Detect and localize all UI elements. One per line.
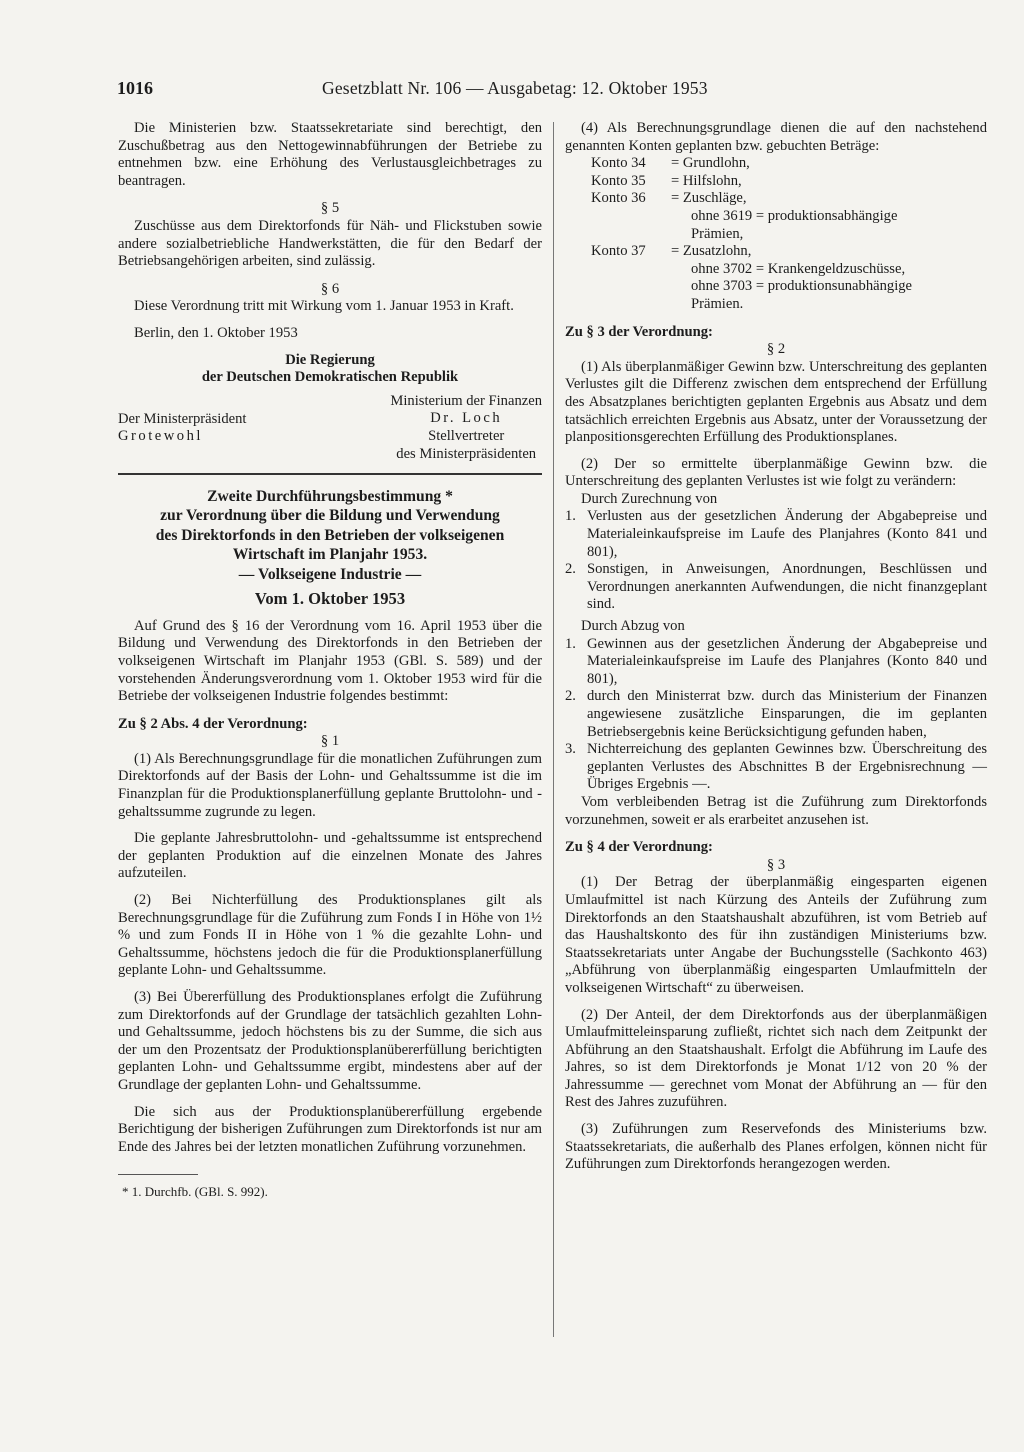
paragraph-1-3b: Die sich aus der Produktionsplanübererfüllung ergebende Berichtigung der bisherigen Zuführungen zum Direktorfonds ist nur am Ende des Jahres bei der letzten monatlichen Zuführung vorzunehmen. [118,1103,542,1155]
paragraph-1-3: (3) Bei Übererfüllung des Produktionsplanes erfolgt die Zuführung zum Direktorfonds auf der Grundlage der tatsächlich gezahlten Lohn- und Gehaltssumme, jedoch höchstens bis zu der Summe, die sich aus der um den Prozentsatz der Produktionsplanübererfüllung berichtigten geplanten Lohn- und Gehaltssumme ergibt, mindestens aber auf der Grundlage der geplanten Lohn- und Gehaltssumme. [118,989,542,1093]
regulation-title-1: Zweite Durchführungsbestimmung * [207,487,453,505]
paragraph-3-3: (3) Zuführungen zum Reservefonds des Ministeriums bzw. Staatssekretariats, die außerhalb des Planes erfolgen, können nicht für Zuführungen zum Direktorfonds herangezogen werden. [565,1121,987,1173]
paragraph-1-1: (1) Als Berechnungsgrundlage für die monatlichen Zuführungen zum Direktorfonds auf der Basis der Lohn- und Gehaltssumme ist die im Finanzplan für die Produktionsplanerfüllung geplante Bruttolohn- und -gehaltssumme zugrunde zu legen. [118,750,542,820]
account-34 [591,155,987,173]
deduction-item-1-text: Gewinnen aus der gesetzlichen Änderung der Abgabepreise und Materialeinkaufspreise im Laufe des Planjahres (Konto 840 und 801), [587,635,987,687]
footnote: * 1. Durchfb. (GBl. S. 992). [122,1184,268,1200]
account-35-value: = Hilfslohn, [671,172,742,189]
account-37-exclusion-cont: Prämien. [691,295,744,312]
account-37-exclusion-1: ohne 3702 = Krankengeldzuschüsse, [691,260,906,277]
section-5-text: Zuschüsse aus dem Direktorfonds für Näh- und Flickstuben sowie andere sozialbetriebliche Handwerkstätten, die für den Bedarf der Betriebsangehörigen arbeiten, sind zulässig. [118,217,542,270]
signature-left-name: Grotewohl [118,428,203,445]
paragraph-3-heading: § 3 [766,856,786,873]
account-list [565,155,987,313]
account-36 [591,190,987,208]
section-6-heading: § 6 [320,280,340,297]
deduction-intro: Durch Abzug von [581,618,685,635]
account-36-exclusion-cont: Prämien, [691,225,744,242]
account-35-label: Konto 35 [591,172,646,189]
signature-right-role: Stellvertreter [428,427,505,444]
subheading-zu-2: Zu § 2 Abs. 4 der Verordnung: [118,715,308,732]
place-date: Berlin, den 1. Oktober 1953 [134,324,298,341]
section-rule [118,473,542,475]
account-37-label: Konto 37 [591,243,646,260]
intro-paragraph: Die Ministerien bzw. Staatssekretariate sind berechtigt, den Zuschußbetrag aus den Nettogewinnabführungen der Betriebe zu entnehmen bzw. eine Erhöhung des Verlustausgleichbetrages zu beantragen. [118,120,542,189]
account-37-exclusion-2: ohne 3703 = produktionsunabhängige [691,278,913,295]
addition-item-1 [565,508,987,561]
account-34-value: = Grundlohn, [671,155,750,172]
account-37-value: = Zusatzlohn, [671,243,752,260]
signature-left-title: Der Ministerpräsident [118,410,247,427]
account-36-label: Konto 36 [591,190,646,207]
footnote-rule [118,1174,198,1175]
signature-block [118,393,542,463]
deduction-item-3-text: Nichterreichung des geplanten Gewinnes bzw. Überschreitung des geplanten Verlustes des Abschnittes B der Ergebnisrechnung — Übriges Ergebnis —. [587,741,987,793]
account-36-exclusion: ohne 3619 = produktionsabhängige [691,207,898,224]
deduction-item-3-number: 3. [565,741,576,758]
deduction-item-2 [565,688,987,741]
government-line-1: Die Regierung [285,351,375,368]
subheading-zu-3: Zu § 3 der Verordnung: [565,323,713,340]
column-divider [553,122,554,1337]
preamble: Auf Grund des § 16 der Verordnung vom 16. April 1953 über die Bildung und Verwendung des Direktorfonds in den Betrieben der volkseigenen Wirtschaft im Planjahr 1953 (GBl. S. 589) und der vorstehenden Änderungsverordnung vom 1. Oktober 1953 wird für die Betriebe der volkseigenen Industrie folgendes bestimmt: [118,617,542,705]
remaining-amount-text: Vom verbleibenden Betrag ist die Zuführung zum Direktorfonds vorzunehmen, soweit er als erarbeitet anzusehen ist. [565,793,987,828]
subheading-zu-4: Zu § 4 der Verordnung: [565,839,713,856]
addition-intro: Durch Zurechnung von [581,490,718,507]
signature-right-ministry: Ministerium der Finanzen [390,392,542,409]
signature-right [390,393,542,463]
section-5-heading: § 5 [320,200,340,217]
page-header [117,78,797,104]
regulation-title-2: zur Verordnung über die Bildung und Verwendung [160,507,500,525]
paragraph-2-heading: § 2 [766,341,786,358]
regulation-date: Vom 1. Oktober 1953 [254,589,406,609]
section-6-text: Diese Verordnung tritt mit Wirkung vom 1. Januar 1953 in Kraft. [134,298,514,315]
signature-left [118,411,246,446]
paragraph-1-2: (2) Bei Nichterfüllung des Produktionsplanes gilt als Berechnungsgrundlage für die Zuführung zum Fonds I in Höhe von 1½ % und zum Fonds II in Höhe von 1 % die gezahlte Lohn- und Gehaltssumme, höchstens jedoch die für die Produktionsplanerfüllung geplante Lohn- und Gehaltssumme. [118,892,542,979]
regulation-subtitle: — Volkseigene Industrie — [238,565,422,583]
addition-item-2-text: Sonstigen, in Anweisungen, Anordnungen, Beschlüssen und Verordnungen anerkannten Aufwendungen, die nicht finanzgeplant sind. [587,561,987,613]
paragraph-3-1: (1) Der Betrag der überplanmäßig eingesparten eigenen Umlaufmittel ist nach Kürzung des Anteils der Zuführung zum Direktorfonds an den Staatshaushalt abzuführen, ist vom Betrieb auf das Haushaltskonto des für ihn zuständigen Ministeriums bzw. Staatssekretariats unter Angabe der Buchungsstelle (Sachkonto 463) „Abführung von überplanmäßig eingesparten Umlaufmitteln der volkseigenen Wirtschaft“ zu überweisen. [565,874,987,996]
addition-item-2-number: 2. [565,561,576,578]
signature-right-name: Dr. Loch [430,410,503,427]
signature-right-role-2: des Ministerpräsidenten [396,445,537,462]
header-title: Gesetzblatt Nr. 106 — Ausgabetag: 12. Oktober 1953 [322,78,708,98]
left-column [118,120,542,1201]
deduction-item-1-number: 1. [565,635,576,652]
account-34-label: Konto 34 [591,155,646,172]
paragraph-2-1: (1) Als überplanmäßiger Gewinn bzw. Unterschreitung des geplanten Verlustes gilt die Differenz zwischen dem entsprechend der Erfüllung des Absatzplanes berichtigten geplanten Ergebnis aus Absatz und dem tatsächlich erreichten Ergebnis aus Absatz, unter der Voraussetzung der planpositionsgerechten Erfüllung des Produktionsplanes. [565,358,987,446]
paragraph-2-2: (2) Der so ermittelte überplanmäßige Gewinn bzw. die Unterschreitung des geplanten Verlustes ist wie folgt zu verändern: [565,455,987,490]
account-37 [591,243,987,261]
regulation-title-3: des Direktorfonds in den Betrieben der volkseigenen [155,526,505,544]
deduction-item-3 [565,741,987,794]
addition-item-1-number: 1. [565,508,576,525]
paragraph-1-1b: Die geplante Jahresbruttolohn- und -gehaltssumme ist entsprechend der geplanten Produktion auf die einzelnen Monate des Jahres aufzuteilen. [118,830,542,882]
paragraph-1-4: (4) Als Berechnungsgrundlage dienen die auf den nachstehend genannten Konten geplanten bzw. gebuchten Beträge: [565,120,987,154]
page-number: 1016 [117,78,153,98]
deduction-item-1 [565,636,987,689]
paragraph-1-heading: § 1 [320,733,340,750]
account-36-value: = Zuschläge, [671,190,747,207]
paragraph-3-2: (2) Der Anteil, der dem Direktorfonds aus der überplanmäßigen Umlaufmitteleinsparung zufließt, richtet sich nach dem Zeitpunkt der Abführung an den Staatshaushalt. Erfolgt die Abführung im Laufe des Jahres, so ist dem Direktorfonds je Monat 1/12 von 20 % der Jahressumme — gerechnet vom Monat der Abführung an — für den Rest des Jahres zuzuführen. [565,1006,987,1111]
addition-item-1-text: Verlusten aus der gesetzlichen Änderung der Abgabepreise und Materialeinkaufspreise im Laufe des Planjahres (Konto 841 und 801), [587,508,987,560]
account-35 [591,173,987,191]
right-column [565,120,987,1174]
regulation-title-4: Wirtschaft im Planjahr 1953. [232,546,428,564]
deduction-item-2-number: 2. [565,688,576,705]
deduction-item-2-text: durch den Ministerrat bzw. durch das Ministerium der Finanzen angewiesene zusätzliche Einsparungen, die im geplanten Betriebsergebnis keine Berücksichtigung gefunden haben, [587,688,987,740]
addition-item-2 [565,561,987,614]
government-line-2: der Deutschen Demokratischen Republik [201,369,459,386]
